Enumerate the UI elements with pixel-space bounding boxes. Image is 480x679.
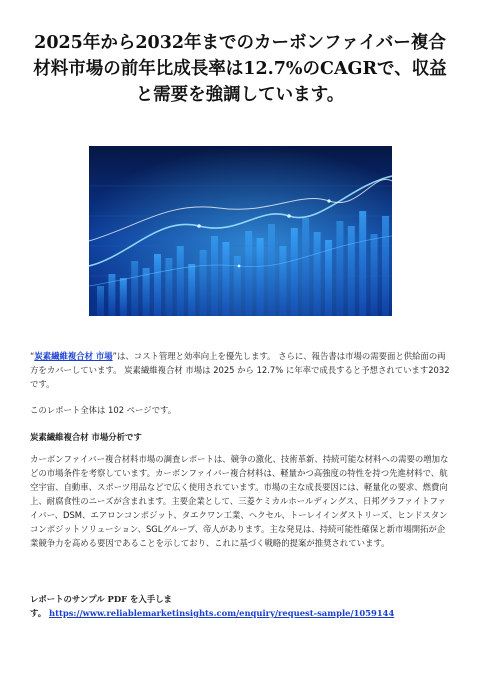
- hero-bar: [314, 232, 321, 316]
- analysis-heading: 炭素繊維複合材 市場分析です: [30, 432, 142, 442]
- hero-bar: [97, 286, 104, 316]
- intro-rest: ”は、コスト管理と効率向上を優先します。 さらに、報告書は市場の需要面と供給面の両方をカバーしています。 炭素繊維複合材 市場は 2025 から 12.7% に年率で成長すると予想されています2032 です。: [30, 351, 450, 389]
- hero-bar: [348, 226, 355, 316]
- quote-open: “: [30, 351, 35, 361]
- hero-chart-image: [89, 146, 392, 316]
- hero-bar: [165, 258, 172, 316]
- pages-note: このレポート全体は 102 ページです。: [30, 405, 177, 415]
- hero-bar: [120, 278, 127, 316]
- intro-paragraph: [30, 349, 452, 391]
- hero-bar: [108, 274, 115, 316]
- hero-bar: [291, 228, 298, 316]
- hero-bar: [268, 224, 275, 316]
- hero-bar: [245, 231, 252, 316]
- hero-bar: [371, 234, 378, 316]
- hero-bar: [188, 264, 195, 316]
- sample-label-line1: レポートのサンプル PDF を入手しま: [30, 594, 172, 604]
- page-title: 2025年から2032年までのカーボンファイバー複合材料市場の前年比成長率は12.7%のCAGRで、収益と需要を強調しています。: [33, 33, 447, 105]
- market-link[interactable]: 炭素繊維複合材 市場: [34, 351, 113, 361]
- hero-bar: [177, 246, 184, 316]
- hero-bar: [131, 261, 138, 316]
- hero-bar: [325, 240, 332, 316]
- hero-bar: [257, 238, 264, 316]
- sample-label-line2: す。: [30, 608, 47, 618]
- hero-bar: [302, 218, 309, 316]
- hero-bar: [382, 216, 389, 316]
- hero-bar: [279, 246, 286, 316]
- hero-bar: [359, 211, 366, 316]
- hero-bar: [336, 221, 343, 316]
- hero-bar: [211, 236, 218, 316]
- sample-request: [30, 592, 452, 620]
- hero-bar: [154, 254, 161, 316]
- sample-request-link[interactable]: https://www.reliablemarketinsights.com/enquiry/request-sample/1059144: [49, 608, 395, 618]
- hero-bar: [222, 242, 229, 316]
- hero-bar: [200, 250, 207, 316]
- analysis-body: カーボンファイバー複合材料市場の調査レポートは、競争の激化、技術革新、持続可能な材料への需要の増加などの市場条件を考察しています。カーボンファイバー複合材料は、軽量かつ高強度の特性を持つ先進材料で、航空宇宙、自動車、スポーツ用品などで広く使用されています。市場の主な成長要因には、軽量化の要求、燃費向上、耐腐食性のニーズが含まれます。主要企業として、三菱ケミカルホールディングス、日邦グラファイトファイバー、DSM、エアロンコンポジット、タエクワン工業、ヘクセル、トーレイインダストリーズ、ヒンドスタンコンポジットソリューション、SGLグループ、帝人があります。主な発見は、持続可能性確保と新市場開拓が企業競争力を高める要因であることを示しており、これに基づく戦略的提案が推奨されています。: [30, 454, 449, 548]
